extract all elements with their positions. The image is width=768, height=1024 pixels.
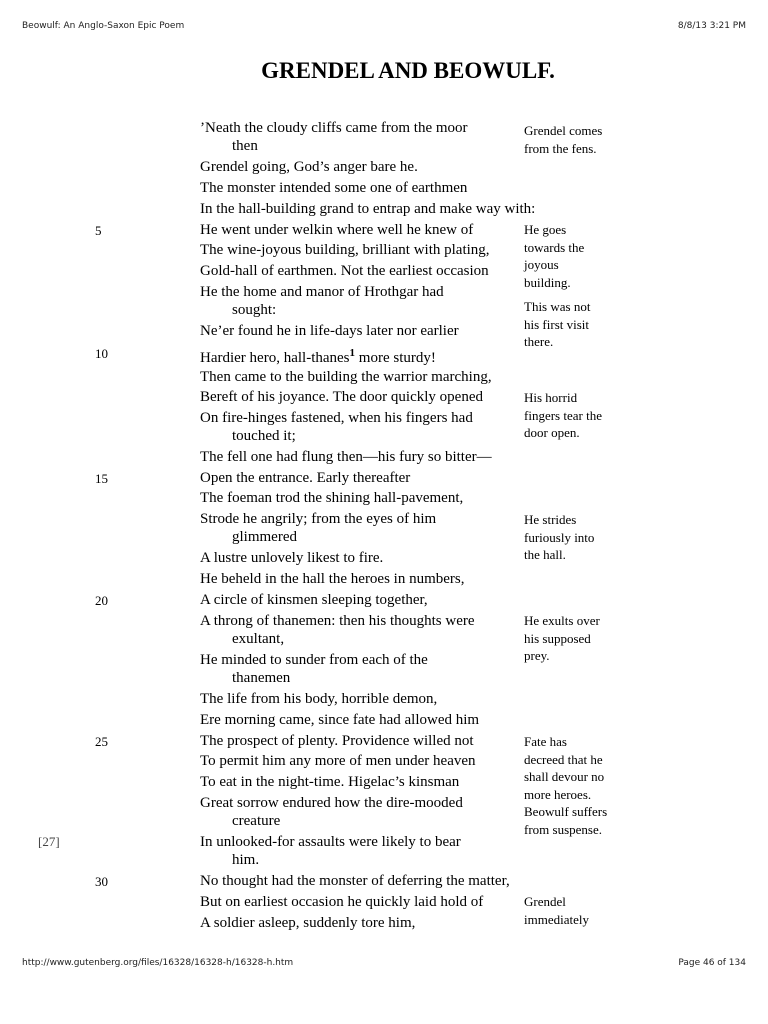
poem-line: He beheld in the hall the heroes in numbers, — [200, 571, 465, 587]
poem-line: Hardier hero, hall-thanes$^1$ more sturdy! — [200, 347, 436, 366]
line-number: 15 — [95, 471, 108, 486]
line-number: 10 — [95, 346, 108, 361]
poem-line: The wine-joyous building, brilliant with plating, — [200, 242, 490, 258]
header-title: Beowulf: An Anglo-Saxon Epic Poem — [22, 21, 185, 31]
footer-page-number: Page 46 of 134 — [678, 958, 746, 968]
side-note: Grendel immediately — [524, 894, 589, 927]
poem-line: On fire-hinges fastened, when his fingers had touched it; — [200, 410, 473, 444]
line-number: 25 — [95, 734, 108, 749]
poem-line: No thought had the monster of deferring the matter, — [200, 873, 510, 889]
poem-line: The fell one had flung then—his fury so bitter— — [200, 449, 492, 465]
poem-line: But on earliest occasion he quickly laid hold of — [200, 894, 484, 910]
poem-line: The life from his body, horrible demon, — [200, 691, 438, 707]
poem-line: Gold-hall of earthmen. Not the earliest occasion — [200, 263, 489, 279]
poem-line: To permit him any more of men under heaven — [200, 753, 476, 769]
poem-line: He went under welkin where well he knew of — [200, 222, 474, 238]
page-reference-link[interactable]: [27] — [38, 834, 60, 849]
poem-line: A circle of kinsmen sleeping together, — [200, 592, 428, 608]
poem-line: The prospect of plenty. Providence willed not — [200, 733, 474, 749]
poem-line: He the home and manor of Hrothgar had sought: — [200, 284, 444, 318]
line-number: 30 — [95, 874, 108, 889]
section-title: GRENDEL AND BEOWULF. — [261, 58, 555, 83]
poem-line: ’Neath the cloudy cliffs came from the moor then — [200, 120, 468, 154]
side-note: He strides furiously into the hall. — [524, 512, 595, 562]
poem-line: The foeman trod the shining hall-pavement, — [200, 490, 464, 506]
footer-url: http://www.gutenberg.org/files/16328/16328-h/16328-h.htm — [22, 958, 294, 968]
side-note: He goes towards the joyous building. — [524, 222, 585, 290]
poem-line: Then came to the building the warrior marching, — [200, 369, 492, 385]
side-note: This was not his first visit there. — [524, 299, 591, 349]
side-note: His horrid fingers tear the door open. — [524, 390, 602, 440]
footnote-ref[interactable]: 1 — [349, 347, 356, 359]
poem-line: To eat in the night-time. Higelac’s kinsman — [200, 774, 460, 790]
side-note: Fate has decreed that he shall devour no more heroes. Beowulf suffers from suspense. — [524, 734, 608, 837]
poem-line: Great sorrow endured how the dire-mooded creature — [200, 795, 463, 829]
poem-line: Strode he angrily; from the eyes of him glimmered — [200, 511, 437, 545]
header-timestamp: 8/8/13 3:21 PM — [677, 21, 746, 31]
side-note: Grendel comes from the fens. — [524, 123, 603, 156]
poem-line: Ere morning came, since fate had allowed him — [200, 712, 480, 728]
side-note: He exults over his supposed prey. — [524, 613, 600, 663]
poem-line: The monster intended some one of earthmen — [200, 180, 468, 196]
line-number: 20 — [95, 593, 108, 608]
poem-line: A soldier asleep, suddenly tore him, — [200, 915, 416, 931]
poem-line: Bereft of his joyance. The door quickly opened — [200, 389, 483, 405]
poem-line: Open the entrance. Early thereafter — [200, 470, 411, 486]
poem-line: A throng of thanemen: then his thoughts were exultant, — [200, 613, 475, 647]
poem-line: Ne’er found he in life-days later nor earlier — [200, 323, 459, 339]
line-number: 5 — [95, 223, 102, 238]
poem-line: In the hall-building grand to entrap and make way with: — [200, 201, 536, 217]
poem-line: In unlooked-for assaults were likely to bear him. — [200, 834, 461, 868]
poem-line: Grendel going, God’s anger bare he. — [200, 159, 418, 175]
poem-line: He minded to sunder from each of the thanemen — [200, 652, 428, 686]
poem-line: A lustre unlovely likest to fire. — [200, 550, 384, 566]
